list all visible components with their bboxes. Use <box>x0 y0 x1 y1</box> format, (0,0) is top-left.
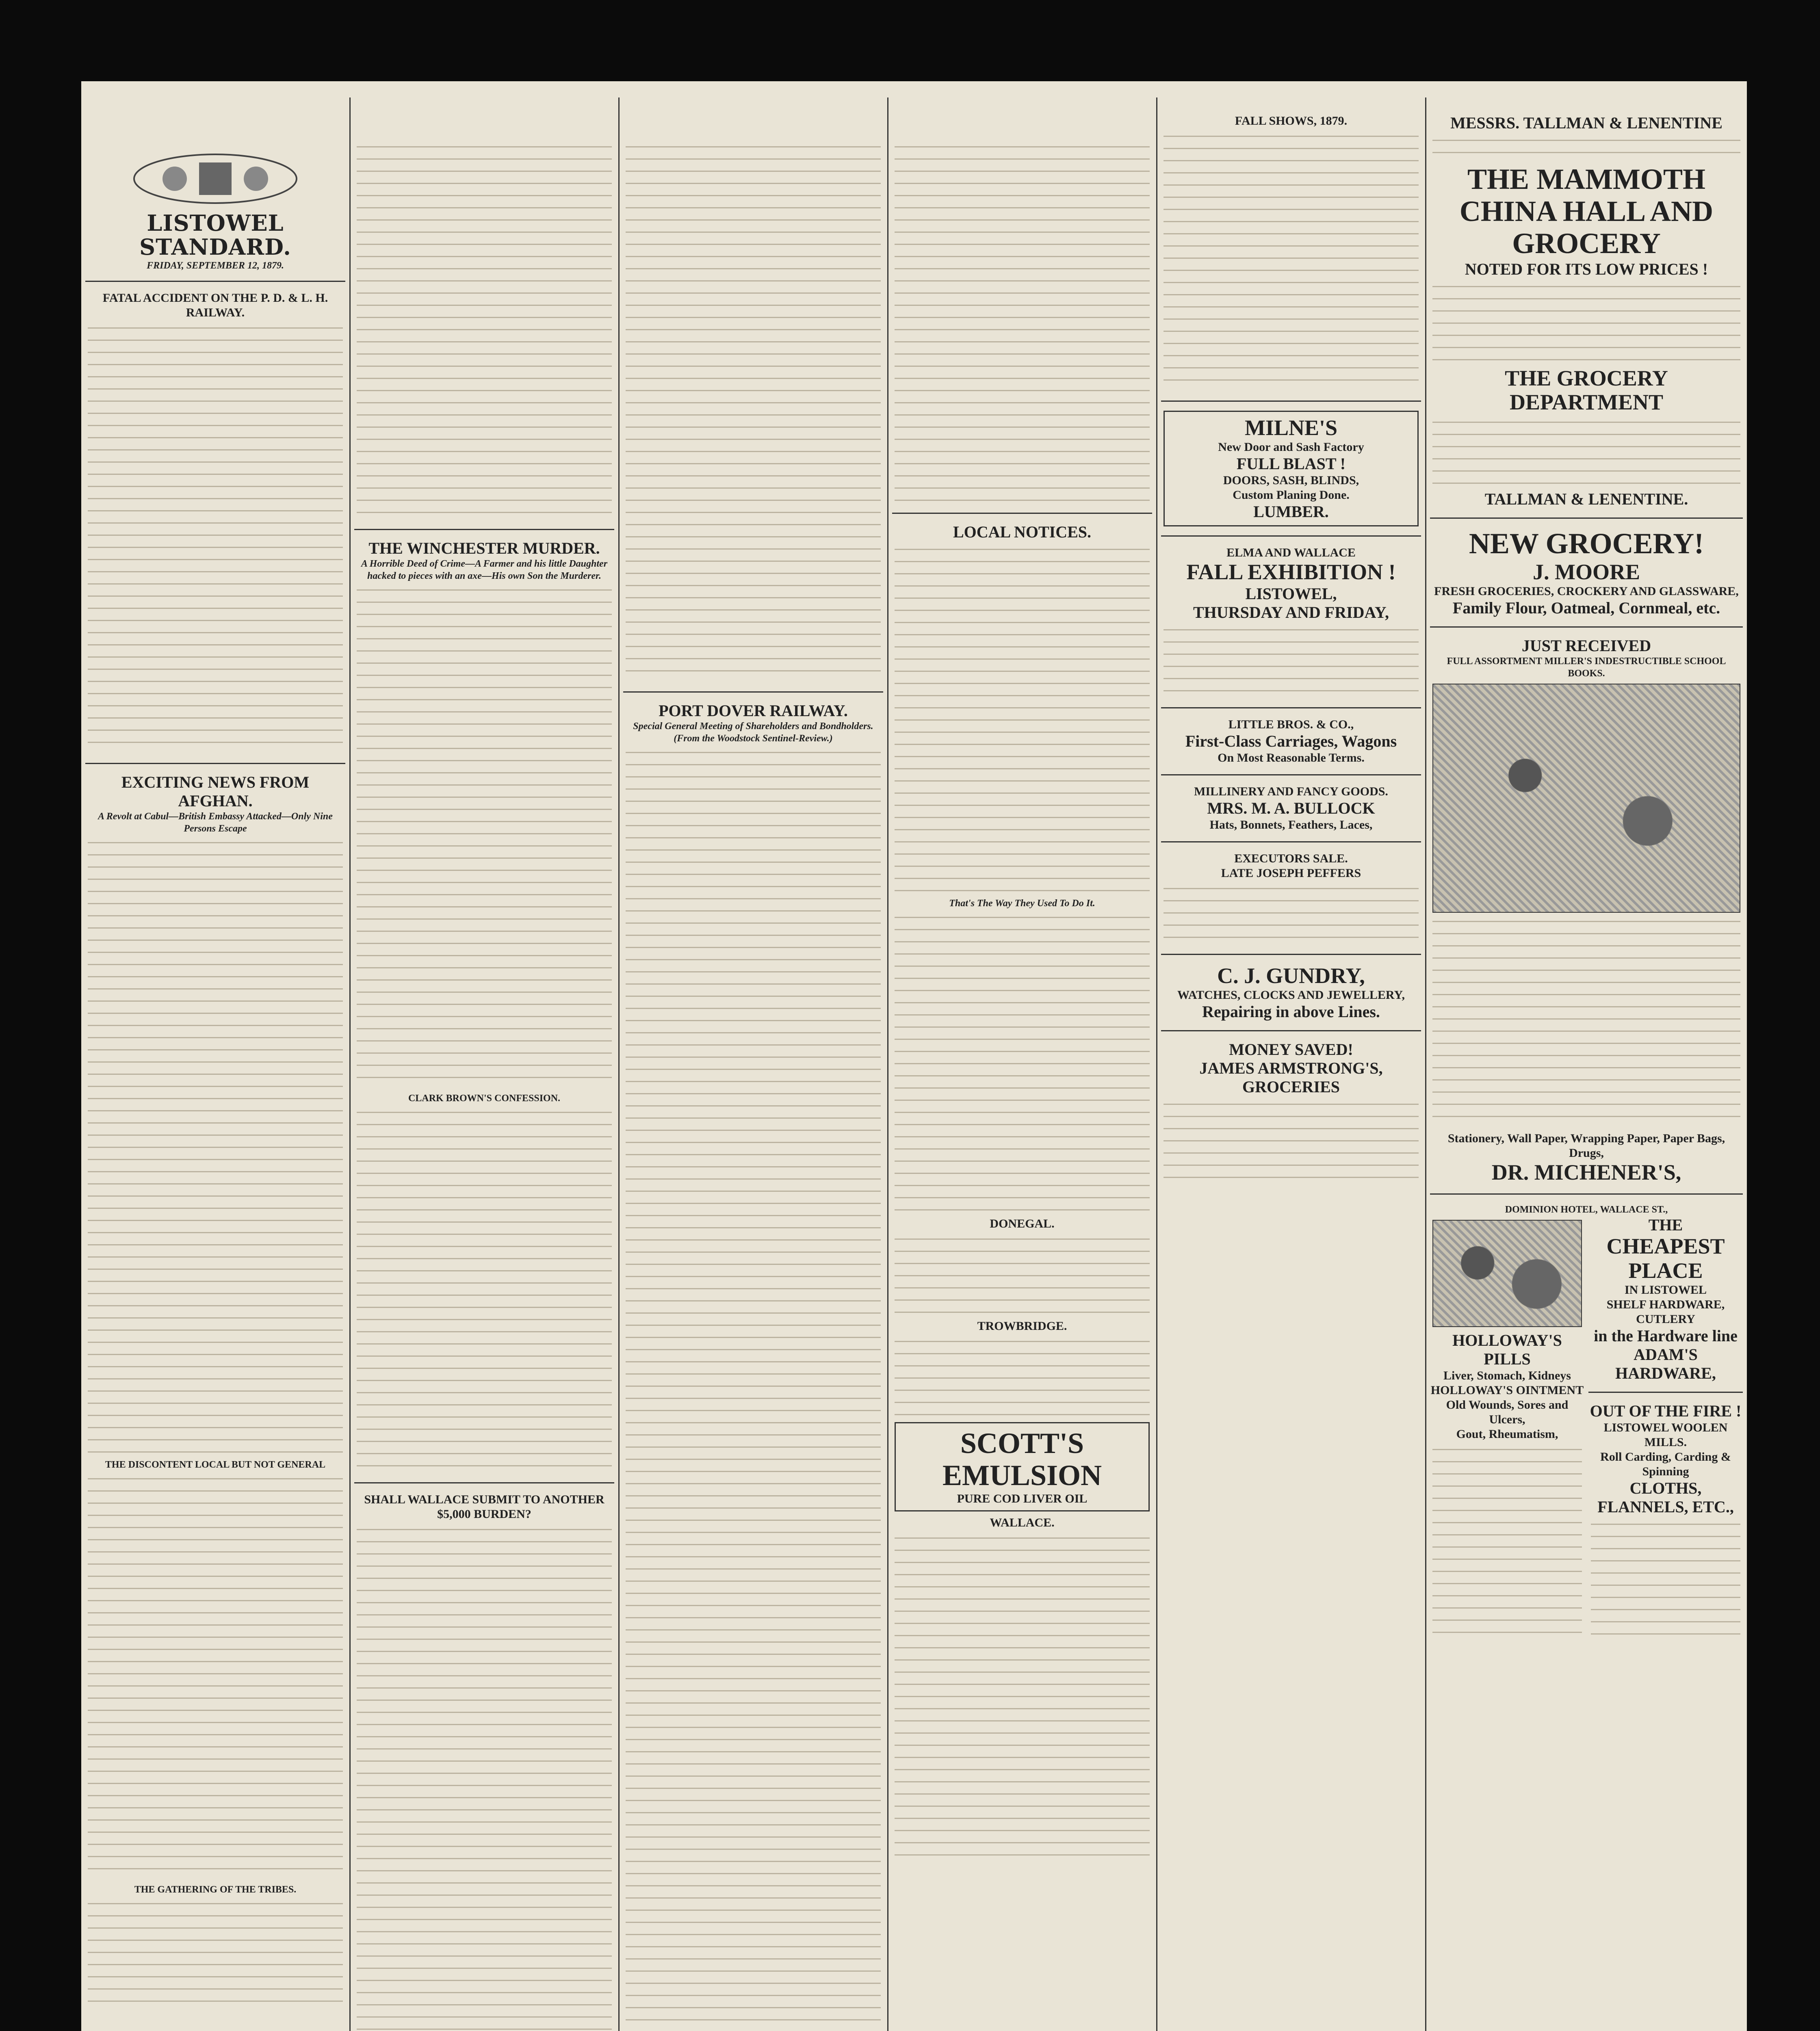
article-afghan-text-3 <box>88 1899 343 2005</box>
headline-wallace: WALLACE. <box>990 1516 1055 1530</box>
adams-hardware: ADAM'S HARDWARE, <box>1615 1345 1716 1383</box>
milne-doors: DOORS, SASH, BLINDS, <box>1223 474 1359 487</box>
school-book-list <box>1432 917 1740 1128</box>
masthead-date: FRIDAY, SEPTEMBER 12, 1879. <box>147 260 284 271</box>
fair-days: THURSDAY AND FRIDAY, <box>1193 603 1389 621</box>
cheapest-hardware-line: in the Hardware line <box>1594 1327 1738 1345</box>
milne-sub: New Door and Sash Factory <box>1218 440 1364 454</box>
bullock-name: MRS. M. A. BULLOCK <box>1207 799 1375 817</box>
fair-place: LISTOWEL, <box>1245 584 1337 603</box>
just-received: JUST RECEIVED <box>1521 636 1651 655</box>
mammoth-details <box>1432 282 1740 363</box>
moore-flour: Family Flour, Oatmeal, Cornmeal, etc. <box>1452 598 1720 617</box>
notice-text-2 <box>895 913 1150 1213</box>
milne-full-blast: FULL BLAST ! <box>1236 455 1346 473</box>
source-port-dover: (From the Woodstock Sentinel-Review.) <box>674 733 833 744</box>
armstrong-details <box>1164 1100 1419 1181</box>
new-grocery-title: NEW GROCERY! <box>1469 527 1704 560</box>
crest-icon <box>130 146 301 207</box>
cheapest-cutlery: SHELF HARDWARE, CUTLERY <box>1606 1298 1725 1326</box>
moore-goods: FRESH GROCERIES, CROCKERY AND GLASSWARE, <box>1434 584 1739 598</box>
armstrong-groceries: GROCERIES <box>1242 1078 1340 1096</box>
holloway-gout: Gout, Rheumatism, <box>1456 1427 1558 1441</box>
masthead-crest <box>88 142 343 211</box>
tallman-heading: MESSRS. TALLMAN & LENENTINE <box>1450 114 1722 132</box>
ad-scott-line2: EMULSION <box>942 1459 1102 1492</box>
mammoth-title: THE MAMMOTH <box>1467 163 1705 195</box>
peffers-estate: LATE JOSEPH PEFFERS <box>1221 866 1361 880</box>
article-letter-text <box>626 142 881 682</box>
subsection-confession: CLARK BROWN'S CONFESSION. <box>408 1093 561 1104</box>
ad-scott-line1: SCOTT'S <box>960 1427 1084 1459</box>
tallman-signature: TALLMAN & LENENTINE. <box>1484 490 1688 509</box>
michener-stationery: Stationery, Wall Paper, Wrapping Paper, Paper Bags, Drugs, <box>1447 1131 1725 1160</box>
woolen-mills: LISTOWEL WOOLEN MILLS. <box>1603 1421 1728 1449</box>
fair-details <box>1164 625 1419 698</box>
ad-milne-factory <box>1164 411 1419 526</box>
subsection-discontent: THE DISCONTENT LOCAL BUT NOT GENERAL <box>105 1459 326 1470</box>
bullock-goods: Hats, Bonnets, Feathers, Laces, <box>1209 818 1373 831</box>
subhead-winchester: A Horrible Deed of Crime—A Farmer and his little Daughter hacked to pieces with an axe—His own Son the Murderer. <box>361 559 608 581</box>
cheapest-the: THE <box>1648 1216 1683 1234</box>
article-winchester-text <box>357 585 612 1089</box>
tagline-used-to-do: That's The Way They Used To Do It. <box>949 898 1095 909</box>
column-4 <box>892 81 1152 2031</box>
holloway-ointment: HOLLOWAY'S OINTMENT <box>1430 1384 1584 1397</box>
gundry-goods: WATCHES, CLOCKS AND JEWELLERY, <box>1177 988 1405 1002</box>
tallman-intro <box>1432 136 1740 160</box>
little-bros-carriages: First-Class Carriages, Wagons <box>1185 732 1397 750</box>
article-wallace-burden-text <box>357 1525 612 2031</box>
armstrong-name: JAMES ARMSTRONG'S, <box>1199 1059 1383 1078</box>
roll-carding: Roll Carding, Carding & Spinning <box>1600 1450 1731 1479</box>
article-afghan-text-2 <box>88 1474 343 1880</box>
newspaper-page <box>81 81 1747 2031</box>
subhead-port-dover: Special General Meeting of Shareholders and Bondholders. <box>633 721 873 732</box>
out-of-fire: OUT OF THE FIRE ! <box>1590 1402 1742 1420</box>
holloway-details <box>1432 1445 1582 1640</box>
headline-wallace-burden: SHALL WALLACE SUBMIT TO ANOTHER $5,000 BURDEN? <box>364 1493 604 1521</box>
donegal-text <box>895 1234 1150 1316</box>
executors-sale: EXECUTORS SALE. <box>1234 851 1348 865</box>
holloway-pills: HOLLOWAY'S PILLS <box>1452 1331 1562 1368</box>
grocery-department: THE GROCERY DEPARTMENT <box>1505 366 1668 414</box>
headline-winchester: THE WINCHESTER MURDER. <box>368 539 600 557</box>
column-3 <box>623 81 883 2031</box>
little-bros-terms: On Most Reasonable Terms. <box>1218 751 1365 764</box>
cheapest-listowel: IN LISTOWEL <box>1624 1283 1707 1297</box>
armstrong-money-saved: MONEY SAVED! <box>1229 1040 1353 1059</box>
milne-lumber: LUMBER. <box>1253 502 1329 521</box>
column-5 <box>1161 81 1421 2031</box>
school-books: FULL ASSORTMENT MILLER'S INDESTRUCTIBLE SCHOOL BOOKS. <box>1447 656 1726 679</box>
holloway-wounds: Old Wounds, Sores and Ulcers, <box>1446 1398 1569 1427</box>
michener-name: DR. MICHENER'S, <box>1491 1160 1681 1184</box>
fall-shows-list <box>1164 132 1419 392</box>
masthead-title: LISTOWEL STANDARD. <box>139 210 291 260</box>
dominion-hotel: DOMINION HOTEL, WALLACE ST., <box>1505 1204 1668 1215</box>
article-confession-text <box>357 1108 612 1473</box>
article-port-dover-text <box>626 748 881 2031</box>
wallace-text <box>895 1533 1150 1858</box>
ad-scott-line3: PURE COD LIVER OIL <box>957 1492 1088 1506</box>
article-continued-text <box>357 142 612 520</box>
cheapest-place: CHEAPEST PLACE <box>1606 1234 1725 1283</box>
school-illustration-icon <box>1432 684 1740 913</box>
china-hall-title: CHINA HALL AND GROCERY <box>1459 195 1714 260</box>
cloths-flannels: CLOTHS, FLANNELS, ETC., <box>1597 1479 1734 1516</box>
headline-local-notices: LOCAL NOTICES. <box>953 523 1092 541</box>
article-railway-continued <box>895 142 1150 504</box>
fair-societies: ELMA AND WALLACE <box>1226 546 1356 560</box>
moore-name: J. MOORE <box>1533 559 1640 584</box>
trowbridge-text <box>895 1337 1150 1418</box>
holloway-liver: Liver, Stomach, Kidneys <box>1443 1369 1571 1383</box>
headline-afghan: EXCITING NEWS FROM AFGHAN. <box>121 773 310 810</box>
milne-planing: Custom Planing Done. <box>1233 488 1350 502</box>
low-prices: NOTED FOR ITS LOW PRICES ! <box>1465 260 1708 278</box>
bullock-millinery: MILLINERY AND FANCY GOODS. <box>1194 784 1388 798</box>
little-bros-name: LITTLE BROS. & CO., <box>1228 717 1354 731</box>
local-notices-text <box>895 545 1150 894</box>
headline-donegal: DONEGAL. <box>990 1217 1055 1230</box>
subsection-tribes: THE GATHERING OF THE TRIBES. <box>134 1884 297 1895</box>
estate-details <box>1164 884 1419 945</box>
column-6 <box>1430 81 1743 2031</box>
article-accident-text <box>88 323 343 754</box>
gundry-name: C. J. GUNDRY, <box>1217 963 1365 988</box>
holloway-figure-icon <box>1432 1220 1582 1327</box>
column-2 <box>354 81 614 2031</box>
fall-shows-title: FALL SHOWS, 1879. <box>1235 114 1348 128</box>
column-1 <box>85 81 345 2031</box>
fair-title: FALL EXHIBITION ! <box>1186 560 1396 585</box>
article-afghan-text <box>88 838 343 1455</box>
gundry-repairing: Repairing in above Lines. <box>1202 1003 1380 1021</box>
headline-port-dover: PORT DOVER RAILWAY. <box>659 702 848 720</box>
headline-accident: FATAL ACCIDENT ON THE P. D. & L. H. RAILWAY. <box>102 291 328 319</box>
ad-scotts-emulsion <box>895 1422 1150 1511</box>
headline-trowbridge: TROWBRIDGE. <box>977 1319 1067 1333</box>
woolen-details <box>1591 1520 1740 1641</box>
grocery-details <box>1432 418 1740 487</box>
subhead-afghan: A Revolt at Cabul—British Embassy Attacked—Only Nine Persons Escape <box>98 811 333 834</box>
milne-title: MILNE'S <box>1244 416 1338 440</box>
